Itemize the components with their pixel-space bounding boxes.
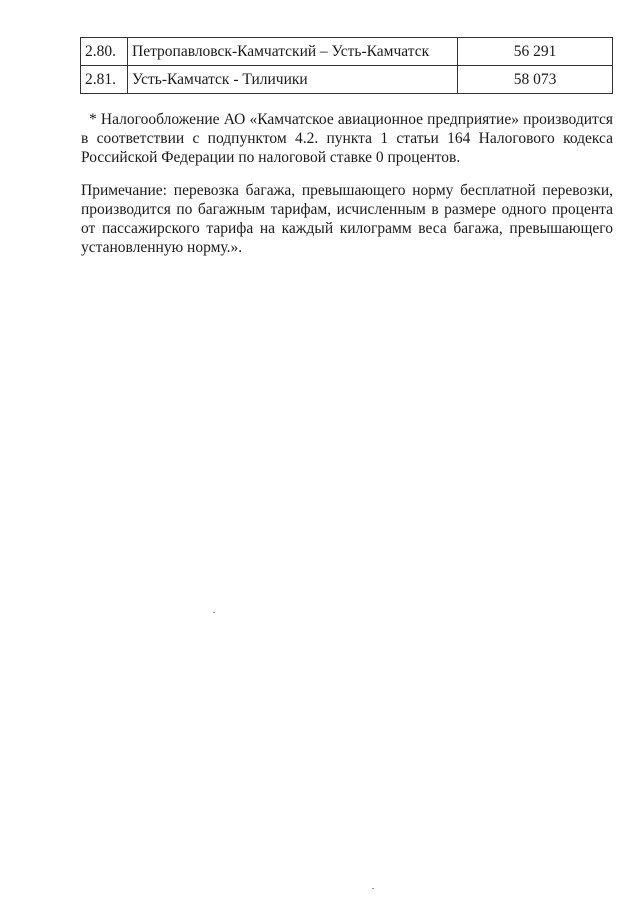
price-cell: 56 291 bbox=[458, 38, 613, 66]
baggage-note: Примечание: перевозка багажа, превышающего норму бесплатной перевозки, производится по багажным тарифам, исчисленным в размере одного процента от пассажирского тарифа на каждый килограмм веса багажа, превышающего установленную норму.». bbox=[81, 182, 613, 256]
tariff-table bbox=[80, 37, 613, 94]
scan-speck bbox=[372, 888, 374, 889]
table-row bbox=[81, 38, 613, 66]
table-row bbox=[81, 66, 613, 94]
tax-footnote: * Налогообложение АО «Камчатское авиационное предприятие» производится в соответствии с подпунктом 4.2. пункта 1 статьи 164 Налогового кодекса Российской Федерации по налоговой ставке 0 процентов. bbox=[81, 111, 613, 166]
row-number: 2.80. bbox=[81, 38, 128, 66]
route-cell: Петропавловск-Камчатский – Усть-Камчатск bbox=[128, 38, 458, 66]
price-cell: 58 073 bbox=[458, 66, 613, 94]
scan-speck bbox=[213, 612, 215, 613]
row-number: 2.81. bbox=[81, 66, 128, 94]
route-cell: Усть-Камчатск - Тиличики bbox=[128, 66, 458, 94]
